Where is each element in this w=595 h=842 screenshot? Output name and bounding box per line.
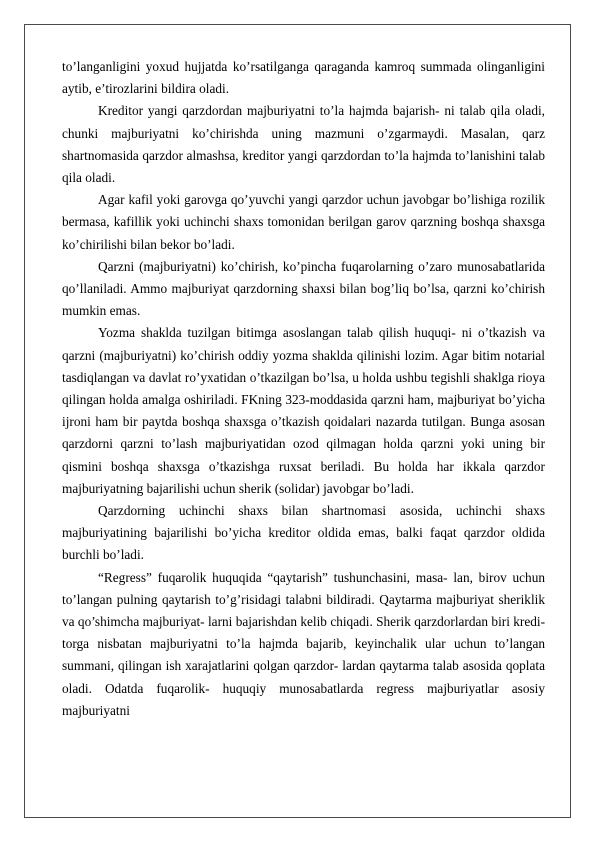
paragraph-written-form: Yozma shaklda tuzilgan bitimga asoslangan talab qilish huquqi- ni o’tkazish va qarzni (majburiyatni) ko’chirish oddiy yozma shaklda qilinishi lozim. Agar bitim notarial tasdiqlangan va davlat ro’yxatidan o’tkazilgan bo’lsa, u holda ushbu tegishli shaklga rioya qilingan holda amalga oshiriladi. FKning 323-moddasida qarzni ham, majburiyat bo’yicha ijroni ham bir paytda boshqa shaxsga o’tkazish qoidalari nazarda tutilgan. Bunga asosan qarzdorni qarzni to’lash majburiyatidan ozod qilmagan holda qarzni yoki uning bir qismini boshqa shaxsga o’tkazishga ruxsat beriladi. Bu holda har ikkala qarzdor majburiyatning bajarilishi uchun sherik (solidar) javobgar bo’ladi. — [62, 325, 545, 496]
paragraph-debt-transfer-usage: Qarzni (majburiyatni) ko’chirish, ko’pincha fuqarolarning o’zaro munosabatlarida qo’llaniladi. Ammo majburiyat qarzdorning shaxsi bilan bog’liq bo’lsa, qarzni ko’chirish mumkin emas. — [62, 258, 545, 319]
paragraph-new-debtor-claim: Kreditor yangi qarzdordan majburiyatni to’la hajmda bajarish- ni talab qila oladi, chunki majburiyatni ko’chirishda uning mazmuni o’zgarmaydi. Masalan, qarz shartnomasida qarzdor almashsa, kreditor yangi qarzdordan to’la hajmda to’lanishini talab qila oladi. — [62, 103, 545, 186]
paragraph-continuation: to’langanligini yoxud hujjatda ko’rsatilganga qaraganda kamroq summada olinganligini aytib, e’tirozlarini bildira oladi. — [62, 59, 545, 97]
paragraph-regress: “Regress” fuqarolik huquqida “qaytarish” tushunchasini, masa- lan, birov uchun to’langan pulning qaytarish to’g’risidagi talabni bildiradi. Qaytarma majburiyat sheriklik va qo’shimcha majburiyat- larni bajarishdan kelib chiqadi. Sherik qarzdorlardan biri kredi- torga nisbatan majburiyatni to’la hajmda bajarib, keyinchalik ular uchun to’langan summani, qilingan ish xarajatlarini qolgan qarzdor- lardan qaytarma talab asosida qoplata oladi. Odatda fuqarolik- huquqiy munosabatlarda regress majburiyatlar asosiy majburiyatni — [62, 569, 545, 718]
paragraph-guarantor-consent: Agar kafil yoki garovga qo’yuvchi yangi qarzdor uchun javobgar bo’lishiga rozilik bermasa, kafillik yoki uchinchi shaxs tomonidan berilgan garov qarzning boshqa shaxsga ko’chirilishi bilan bekor bo’ladi. — [62, 192, 545, 252]
document-body — [62, 56, 545, 722]
paragraph-third-party-contract: Qarzdorning uchinchi shaxs bilan shartnomasi asosida, uchinchi shaxs majburiyatining bajarilishi bo’yicha kreditor oldida emas, balki faqat qarzdor oldida burchli bo’ladi. — [62, 503, 545, 563]
